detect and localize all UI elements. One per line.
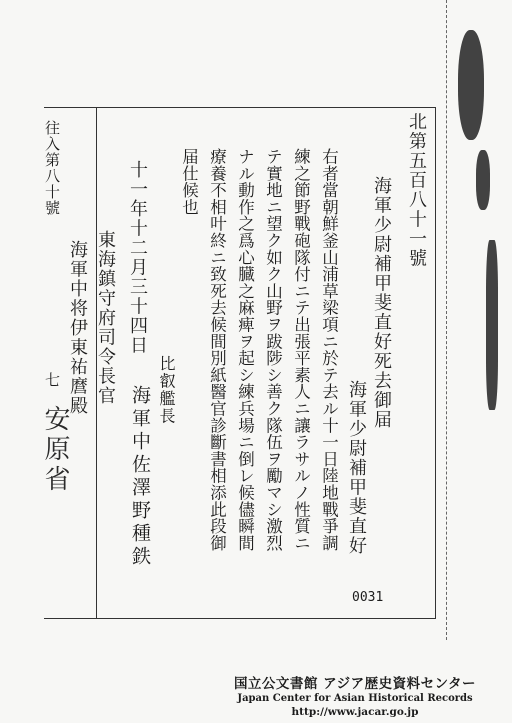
sender-name: 海軍中佐澤野種鉄 <box>129 385 151 569</box>
page-number: 0031 <box>352 590 384 605</box>
margin-note: 往入第八十號 <box>43 120 61 216</box>
body-line: テ實地ニ望ク如ク山野ヲ跋陟シ善ク隊伍ヲ勵マシ激烈 <box>263 148 283 552</box>
archive-name-ja: 国立公文書館 アジア歴史資料センター <box>233 676 477 692</box>
archive-name-en: Japan Center for Asian Historical Records <box>237 693 473 704</box>
ink-stain <box>458 30 484 140</box>
body-line: ナル動作之爲心臓之麻痺ヲ起シ練兵場ニ倒レ候儘瞬間 <box>235 148 255 552</box>
reporter-name: 海軍少尉補甲斐直好 <box>346 380 367 556</box>
archive-footer <box>205 672 505 718</box>
column-rule-right <box>435 108 436 618</box>
binding-margin-line <box>446 0 447 640</box>
body-line: 練之節野戰砲隊付ニテ出張平素人ニ讓ラサルノ性質ニ <box>291 148 311 552</box>
body-line: 右者當朝鮮釜山浦草梁項ニ於テ去ル十一日陸地戰爭調 <box>319 148 339 552</box>
archive-url: http://www.jacar.go.jp <box>291 706 419 718</box>
margin-mark: 七 <box>43 372 61 388</box>
recipient-name: 海軍中将伊東祐麿殿 <box>67 240 88 416</box>
subject-line: 海軍少尉補甲斐直好死去御届 <box>371 176 392 430</box>
body-line: 療養不相叶終ニ致死去候間別紙醫官診斷書相添此段御 <box>207 148 227 552</box>
ink-stain <box>486 240 498 410</box>
body-line: 届仕候也 <box>179 148 199 216</box>
ship-label: 比叡艦長 <box>157 355 176 425</box>
margin-handwriting: 安原省 <box>40 405 70 495</box>
recipient-office: 東海鎮守府司令長官 <box>95 230 116 406</box>
ink-stain <box>476 150 490 210</box>
heading-number: 北第五百八十一號 <box>406 112 427 268</box>
date-line: 十一年十二月三十四日 <box>127 160 148 355</box>
